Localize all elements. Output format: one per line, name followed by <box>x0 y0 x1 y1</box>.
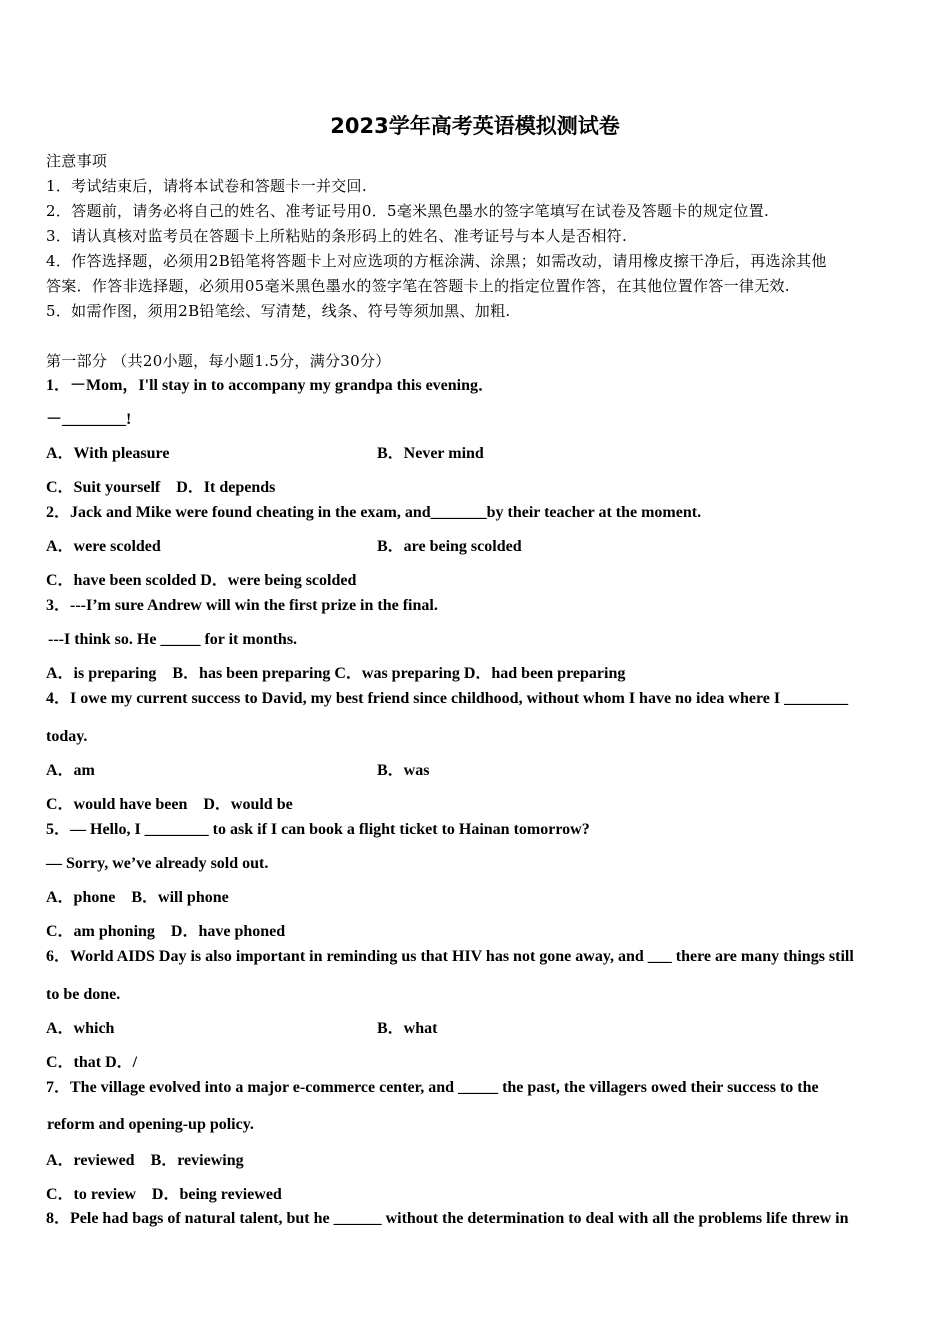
section-heading: 第一部分 （共20小题，每小题1.5分，满分30分） <box>46 352 391 370</box>
question-8-stem: 8．Pele had bags of natural talent, but he ______ without the determination to deal with all the problems life threw in <box>46 1210 849 1227</box>
question-5-options-cd: C．am phoning D．have phoned <box>46 923 286 940</box>
question-1-blank-line: －________! <box>46 411 132 428</box>
question-4-option-b: B．was <box>377 762 430 779</box>
question-1-stem: 1．－Mom，I'll stay in to accompany my grandpa this evening． <box>46 377 495 394</box>
question-4-stem-cont: today. <box>46 728 88 745</box>
question-3-reply: ---I think so. He _____ for it months. <box>48 631 298 648</box>
notice-item: 4．作答选择题，必须用2B铅笔将答题卡上对应选项的方框涂满、涂黑；如需改动，请用橡皮擦干净后，再选涂其他 <box>46 252 827 270</box>
question-2-option-a: A．were scolded <box>46 538 161 555</box>
question-2-stem: 2．Jack and Mike were found cheating in the exam, and_______by their teacher at the moment. <box>46 504 702 521</box>
question-7-stem-cont: reform and opening-up policy. <box>47 1116 254 1133</box>
question-6-stem: 6．World AIDS Day is also important in reminding us that HIV has not gone away, and ___ there are many things still <box>46 948 854 965</box>
question-2-option-b: B．are being scolded <box>377 538 522 555</box>
notice-item: 答案．作答非选择题，必须用05毫米黑色墨水的签字笔在答题卡上的指定位置作答，在其他位置作答一律无效. <box>46 277 790 295</box>
question-1-option-a: A．With pleasure <box>46 445 170 462</box>
notice-item: 1．考试结束后，请将本试卷和答题卡一并交回. <box>46 177 367 195</box>
question-7-stem: 7．The village evolved into a major e-commerce center, and _____ the past, the villagers owed their success to the <box>46 1079 819 1096</box>
question-4-options-cd: C．would have been D．would be <box>46 796 293 813</box>
question-1-option-b: B．Never mind <box>377 445 484 462</box>
question-6-stem-cont: to be done. <box>46 986 121 1003</box>
question-3-stem: 3．---I’m sure Andrew will win the first prize in the final. <box>46 597 438 614</box>
notice-item: 5．如需作图，须用2B铅笔绘、写清楚，线条、符号等须加黑、加粗. <box>46 302 511 320</box>
question-6-options-cd: C．that D．/ <box>46 1054 138 1071</box>
question-7-options-cd: C．to review D．being reviewed <box>46 1186 282 1203</box>
question-6-option-b: B．what <box>377 1020 438 1037</box>
question-3-options: A．is preparing B．has been preparing C．was preparing D．had been preparing <box>46 665 626 682</box>
notice-heading: 注意事项 <box>46 152 108 170</box>
question-5-reply: — Sorry, we’ve already sold out. <box>46 855 269 872</box>
question-4-stem: 4．I owe my current success to David, my best friend since childhood, without whom I have no idea where I ________ <box>46 690 849 707</box>
question-4-option-a: A．am <box>46 762 95 779</box>
notice-item: 3．请认真核对监考员在答题卡上所粘贴的条形码上的姓名、准考证号与本人是否相符. <box>46 227 628 245</box>
question-2-options-cd: C．have been scolded D．were being scolded <box>46 572 357 589</box>
question-1-options-cd: C．Suit yourself D．It depends <box>46 479 276 496</box>
question-6-option-a: A．which <box>46 1020 115 1037</box>
notice-item: 2．答题前，请务必将自己的姓名、准考证号用0．5毫米黑色墨水的签字笔填写在试卷及答题卡的规定位置. <box>46 202 770 220</box>
page-title: 2023学年高考英语模拟测试卷 <box>330 114 620 138</box>
question-5-options-ab: A．phone B．will phone <box>46 889 229 906</box>
question-5-stem: 5．— Hello, I ________ to ask if I can book a flight ticket to Hainan tomorrow? <box>46 821 590 838</box>
question-7-options-ab: A．reviewed B．reviewing <box>46 1152 244 1169</box>
